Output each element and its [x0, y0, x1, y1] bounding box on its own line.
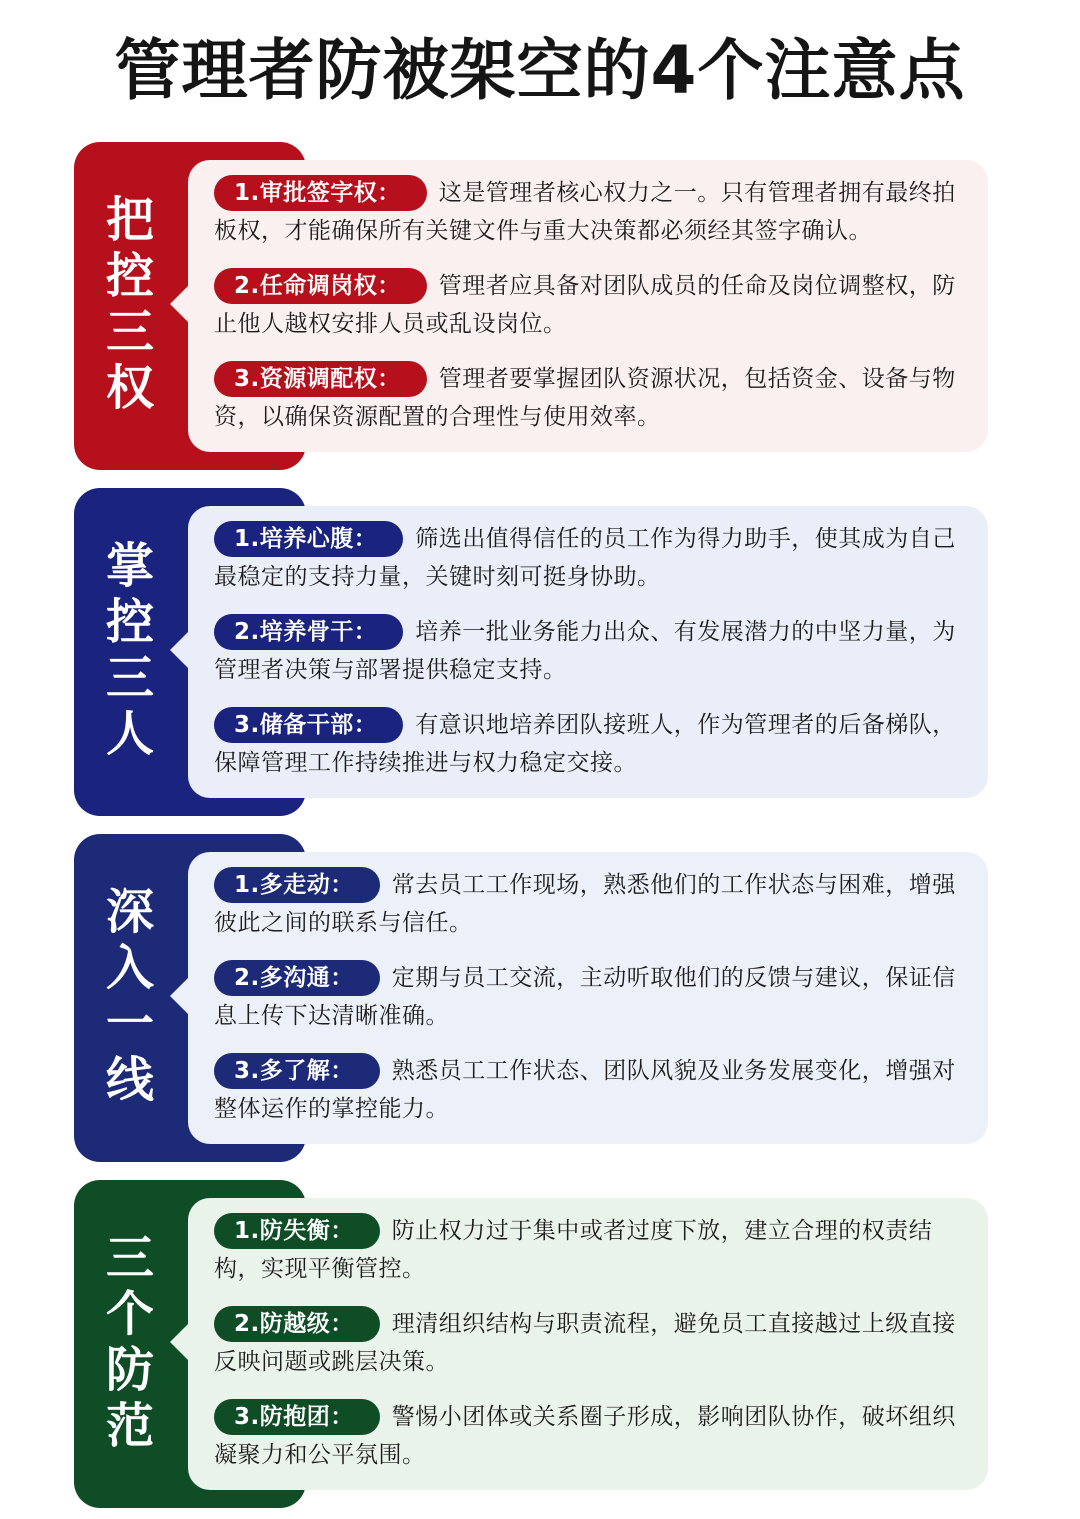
- list-item: [214, 866, 974, 959]
- item-text: 熟悉员工工作状态、团队风貌及业务发展变化，增强对整体运作的掌控能力。: [214, 1058, 956, 1122]
- section-control-three-people: [74, 488, 990, 816]
- pointer-notch: [170, 1320, 192, 1364]
- list-item: [214, 1398, 974, 1491]
- section-heading: 三个防范: [97, 1232, 154, 1456]
- section-content-panel: [188, 506, 988, 798]
- item-text: 理清组织结构与职责流程，避免员工直接越过上级直接反映问题或跳层决策。: [214, 1311, 956, 1375]
- list-item: [214, 706, 974, 799]
- item-text: 管理者要掌握团队资源状况，包括资金、设备与物资，以确保资源配置的合理性与使用效率。: [214, 366, 956, 430]
- item-label: 3.储备干部：: [214, 707, 403, 743]
- section-heading: 深入一线: [97, 886, 154, 1110]
- list-item: [214, 1212, 974, 1305]
- item-label: 3.资源调配权：: [214, 361, 427, 397]
- list-item: [214, 959, 974, 1052]
- list-item: [214, 174, 974, 267]
- section-heading: 把控三权: [97, 194, 154, 418]
- page-title: 管理者防被架空的4个注意点: [114, 32, 966, 109]
- list-item: [214, 1305, 974, 1398]
- item-label: 1.防失衡：: [214, 1213, 380, 1249]
- item-text: 培养一批业务能力出众、有发展潜力的中坚力量，为管理者决策与部署提供稳定支持。: [214, 619, 956, 683]
- list-item: [214, 520, 974, 613]
- section-control-three-powers: [74, 142, 990, 470]
- list-item: [214, 360, 974, 453]
- item-text: 防止权力过于集中或者过度下放，建立合理的权责结构，实现平衡管控。: [214, 1218, 933, 1282]
- item-text: 管理者应具备对团队成员的任命及岗位调整权，防止他人越权安排人员或乱设岗位。: [214, 273, 956, 337]
- item-label: 2.多沟通：: [214, 960, 380, 996]
- item-label: 1.多走动：: [214, 867, 380, 903]
- item-label: 3.防抱团：: [214, 1399, 380, 1435]
- item-label: 2.任命调岗权：: [214, 268, 427, 304]
- section-content-panel: [188, 852, 988, 1144]
- item-text: 筛选出值得信任的员工作为得力助手，使其成为自己最稳定的支持力量，关键时刻可挺身协助。: [214, 526, 956, 590]
- pointer-notch: [170, 282, 192, 326]
- item-label: 1.审批签字权：: [214, 175, 427, 211]
- item-text: 定期与员工交流，主动听取他们的反馈与建议，保证信息上传下达清晰准确。: [214, 965, 956, 1029]
- pointer-notch: [170, 974, 192, 1018]
- item-text: 常去员工工作现场，熟悉他们的工作状态与困难，增强彼此之间的联系与信任。: [214, 872, 956, 936]
- list-item: [214, 267, 974, 360]
- section-content-panel: [188, 160, 988, 452]
- pointer-notch: [170, 628, 192, 672]
- item-label: 2.培养骨干：: [214, 614, 403, 650]
- section-heading: 掌控三人: [97, 540, 154, 764]
- item-label: 3.多了解：: [214, 1053, 380, 1089]
- item-label: 2.防越级：: [214, 1306, 380, 1342]
- item-label: 1.培养心腹：: [214, 521, 403, 557]
- list-item: [214, 1052, 974, 1145]
- item-text: 警惕小团体或关系圈子形成，影响团队协作，破坏组织凝聚力和公平氛围。: [214, 1404, 956, 1468]
- item-text: 这是管理者核心权力之一。只有管理者拥有最终拍板权，才能确保所有关键文件与重大决策都必须经其签字确认。: [214, 180, 956, 244]
- item-text: 有意识地培养团队接班人，作为管理者的后备梯队，保障管理工作持续推进与权力稳定交接。: [214, 712, 956, 776]
- list-item: [214, 613, 974, 706]
- section-go-to-frontline: [74, 834, 990, 1162]
- section-content-panel: [188, 1198, 988, 1490]
- section-three-preventions: [74, 1180, 990, 1508]
